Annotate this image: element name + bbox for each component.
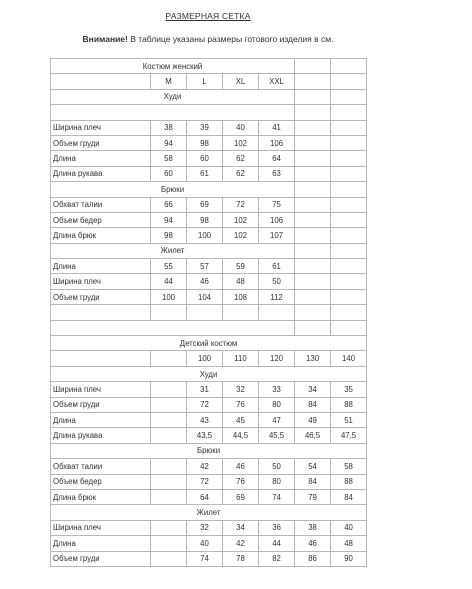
measure-value: 62: [223, 166, 259, 181]
empty-cell: [295, 274, 331, 289]
measure-value: 79: [295, 489, 331, 504]
table-row: [51, 228, 367, 243]
measure-value: 50: [259, 274, 295, 289]
section-title: Худи: [51, 89, 295, 104]
measure-value: 44: [259, 536, 295, 551]
measure-value: 38: [295, 520, 331, 535]
empty-cell: [295, 259, 331, 274]
empty-cell: [331, 182, 367, 197]
empty-cell: [331, 59, 367, 74]
measure-label: Длина: [51, 259, 151, 274]
size-header: 130: [295, 351, 331, 366]
measure-value: 106: [259, 212, 295, 227]
measure-value: 62: [223, 151, 259, 166]
empty-cell: [151, 305, 187, 320]
table-row: [51, 382, 367, 397]
measure-value: 64: [187, 489, 223, 504]
measure-value: 60: [151, 166, 187, 181]
measure-value: 58: [151, 151, 187, 166]
page-title: РАЗМЕРНАЯ СЕТКА: [165, 11, 251, 21]
measure-value: 44,5: [223, 428, 259, 443]
empty-cell: [331, 197, 367, 212]
measure-value: 66: [151, 197, 187, 212]
spacer-row: [51, 320, 367, 335]
measure-value: 61: [259, 259, 295, 274]
empty-cell: [51, 105, 295, 120]
measure-value: 46: [187, 274, 223, 289]
measure-label: Ширина плеч: [51, 520, 151, 535]
kids-heading-row: [51, 336, 367, 351]
empty-cell: [295, 59, 331, 74]
empty-cell: [295, 289, 331, 304]
empty-cell: [151, 428, 187, 443]
measure-value: 98: [187, 212, 223, 227]
size-header: M: [151, 74, 187, 89]
women-heading: Костюм женский: [51, 59, 295, 74]
spacer-row: [51, 305, 367, 320]
measure-value: 84: [331, 489, 367, 504]
measure-value: 40: [223, 120, 259, 135]
table-row: [51, 520, 367, 535]
section-row: [51, 89, 367, 104]
measure-value: 55: [151, 259, 187, 274]
measure-value: 108: [223, 289, 259, 304]
measure-value: 36: [259, 520, 295, 535]
table-row: [51, 551, 367, 566]
empty-cell: [331, 212, 367, 227]
measure-value: 46,5: [295, 428, 331, 443]
measure-value: 78: [223, 551, 259, 566]
section-row: [51, 366, 367, 381]
measure-value: 39: [187, 120, 223, 135]
section-row: [51, 505, 367, 520]
measure-value: 42: [187, 459, 223, 474]
empty-cell: [331, 120, 367, 135]
measure-label: Длина брюк: [51, 489, 151, 504]
empty-cell: [331, 135, 367, 150]
measure-value: 49: [295, 412, 331, 427]
empty-cell: [295, 74, 331, 89]
measure-label: Объем груди: [51, 551, 151, 566]
kids-heading: Детский костюм: [51, 336, 367, 351]
empty-cell: [51, 74, 151, 89]
empty-cell: [295, 182, 331, 197]
measure-value: 42: [223, 536, 259, 551]
empty-cell: [331, 289, 367, 304]
measure-value: 60: [187, 151, 223, 166]
empty-cell: [151, 536, 187, 551]
measure-value: 47: [259, 412, 295, 427]
section-row: [51, 182, 367, 197]
measure-label: Обхват талии: [51, 197, 151, 212]
measure-value: 86: [295, 551, 331, 566]
empty-cell: [295, 135, 331, 150]
women-sizes-row: [51, 74, 367, 89]
notice: [0, 34, 416, 44]
table-row: [51, 289, 367, 304]
empty-cell: [331, 228, 367, 243]
measure-value: 102: [223, 212, 259, 227]
empty-cell: [331, 305, 367, 320]
measure-value: 50: [259, 459, 295, 474]
measure-label: Объем груди: [51, 135, 151, 150]
size-header: XXL: [259, 74, 295, 89]
empty-cell: [51, 351, 151, 366]
table-row: [51, 536, 367, 551]
measure-label: Длина брюк: [51, 228, 151, 243]
measure-value: 57: [187, 259, 223, 274]
empty-cell: [331, 320, 367, 335]
measure-label: Длина: [51, 151, 151, 166]
table-row: [51, 259, 367, 274]
measure-value: 98: [151, 228, 187, 243]
empty-cell: [295, 151, 331, 166]
empty-cell: [259, 305, 295, 320]
measure-value: 35: [331, 382, 367, 397]
measure-value: 32: [223, 382, 259, 397]
measure-value: 43,5: [187, 428, 223, 443]
measure-value: 98: [187, 135, 223, 150]
empty-cell: [295, 197, 331, 212]
measure-label: Обхват талии: [51, 459, 151, 474]
measure-label: Объем груди: [51, 289, 151, 304]
measure-value: 33: [259, 382, 295, 397]
measure-value: 61: [187, 166, 223, 181]
measure-value: 84: [295, 474, 331, 489]
measure-label: Объем бедер: [51, 212, 151, 227]
measure-value: 100: [187, 228, 223, 243]
section-row: [51, 243, 367, 258]
section-row: [51, 443, 367, 458]
measure-label: Объем бедер: [51, 474, 151, 489]
measure-value: 76: [223, 474, 259, 489]
measure-value: 112: [259, 289, 295, 304]
empty-cell: [331, 74, 367, 89]
notice-label: Внимание!: [82, 34, 128, 44]
empty-cell: [331, 151, 367, 166]
measure-value: 69: [223, 489, 259, 504]
measure-value: 63: [259, 166, 295, 181]
size-header: XL: [223, 74, 259, 89]
section-title: Худи: [51, 366, 367, 381]
measure-value: 46: [295, 536, 331, 551]
empty-cell: [151, 474, 187, 489]
measure-value: 59: [223, 259, 259, 274]
measure-value: 90: [331, 551, 367, 566]
measure-value: 48: [223, 274, 259, 289]
notice-text: В таблице указаны размеры готового изделия в см.: [127, 34, 334, 44]
measure-value: 58: [331, 459, 367, 474]
section-title: Брюки: [51, 182, 295, 197]
measure-value: 76: [223, 397, 259, 412]
empty-cell: [223, 305, 259, 320]
empty-cell: [295, 228, 331, 243]
measure-label: Длина рукава: [51, 428, 151, 443]
empty-cell: [151, 412, 187, 427]
empty-cell: [295, 212, 331, 227]
empty-cell: [151, 382, 187, 397]
kids-sizes-row: [51, 351, 367, 366]
size-header: 120: [259, 351, 295, 366]
measure-value: 69: [187, 197, 223, 212]
empty-cell: [295, 243, 331, 258]
measure-value: 94: [151, 135, 187, 150]
empty-cell: [331, 259, 367, 274]
measure-value: 72: [223, 197, 259, 212]
empty-cell: [295, 105, 331, 120]
table-row: [51, 151, 367, 166]
measure-value: 32: [187, 520, 223, 535]
table-row: [51, 197, 367, 212]
size-table: [50, 58, 367, 567]
measure-label: Ширина плеч: [51, 120, 151, 135]
empty-cell: [331, 166, 367, 181]
empty-cell: [151, 520, 187, 535]
measure-value: 38: [151, 120, 187, 135]
empty-cell: [51, 320, 295, 335]
measure-value: 80: [259, 397, 295, 412]
measure-value: 45,5: [259, 428, 295, 443]
empty-cell: [331, 274, 367, 289]
table-row: [51, 428, 367, 443]
table-row: [51, 412, 367, 427]
table-row: [51, 459, 367, 474]
measure-label: Ширина плеч: [51, 274, 151, 289]
spacer-row: [51, 105, 367, 120]
empty-cell: [151, 397, 187, 412]
table-row: [51, 166, 367, 181]
measure-value: 80: [259, 474, 295, 489]
table-row: [51, 135, 367, 150]
measure-value: 64: [259, 151, 295, 166]
measure-value: 45: [223, 412, 259, 427]
measure-value: 104: [187, 289, 223, 304]
measure-value: 47,5: [331, 428, 367, 443]
measure-label: Длина: [51, 536, 151, 551]
size-header: 110: [223, 351, 259, 366]
size-header: 140: [331, 351, 367, 366]
measure-value: 74: [259, 489, 295, 504]
empty-cell: [151, 459, 187, 474]
measure-value: 48: [331, 536, 367, 551]
measure-label: Ширина плеч: [51, 382, 151, 397]
measure-value: 72: [187, 474, 223, 489]
measure-value: 41: [259, 120, 295, 135]
empty-cell: [295, 320, 331, 335]
size-header: 100: [187, 351, 223, 366]
measure-value: 40: [187, 536, 223, 551]
empty-cell: [151, 489, 187, 504]
table-row: [51, 397, 367, 412]
section-title: Жилет: [51, 243, 295, 258]
empty-cell: [331, 105, 367, 120]
section-title: Брюки: [51, 443, 367, 458]
measure-value: 74: [187, 551, 223, 566]
measure-value: 102: [223, 135, 259, 150]
measure-value: 75: [259, 197, 295, 212]
empty-cell: [331, 89, 367, 104]
empty-cell: [187, 305, 223, 320]
measure-value: 44: [151, 274, 187, 289]
measure-value: 82: [259, 551, 295, 566]
measure-value: 88: [331, 474, 367, 489]
table-row: [51, 120, 367, 135]
measure-label: Длина: [51, 412, 151, 427]
measure-value: 46: [223, 459, 259, 474]
measure-label: Объем груди: [51, 397, 151, 412]
measure-value: 72: [187, 397, 223, 412]
empty-cell: [331, 243, 367, 258]
section-title: Жилет: [51, 505, 367, 520]
measure-value: 43: [187, 412, 223, 427]
measure-value: 106: [259, 135, 295, 150]
size-header: L: [187, 74, 223, 89]
empty-cell: [151, 551, 187, 566]
empty-cell: [295, 166, 331, 181]
table-row: [51, 489, 367, 504]
table-row: [51, 212, 367, 227]
measure-value: 31: [187, 382, 223, 397]
empty-cell: [151, 351, 187, 366]
measure-value: 84: [295, 397, 331, 412]
measure-value: 54: [295, 459, 331, 474]
empty-cell: [51, 305, 151, 320]
measure-value: 40: [331, 520, 367, 535]
measure-value: 34: [223, 520, 259, 535]
empty-cell: [295, 120, 331, 135]
women-heading-row: [51, 59, 367, 74]
measure-value: 94: [151, 212, 187, 227]
measure-value: 51: [331, 412, 367, 427]
measure-value: 100: [151, 289, 187, 304]
table-row: [51, 274, 367, 289]
empty-cell: [295, 89, 331, 104]
measure-value: 102: [223, 228, 259, 243]
empty-cell: [295, 305, 331, 320]
measure-label: Длина рукава: [51, 166, 151, 181]
table-row: [51, 474, 367, 489]
measure-value: 88: [331, 397, 367, 412]
measure-value: 34: [295, 382, 331, 397]
measure-value: 107: [259, 228, 295, 243]
